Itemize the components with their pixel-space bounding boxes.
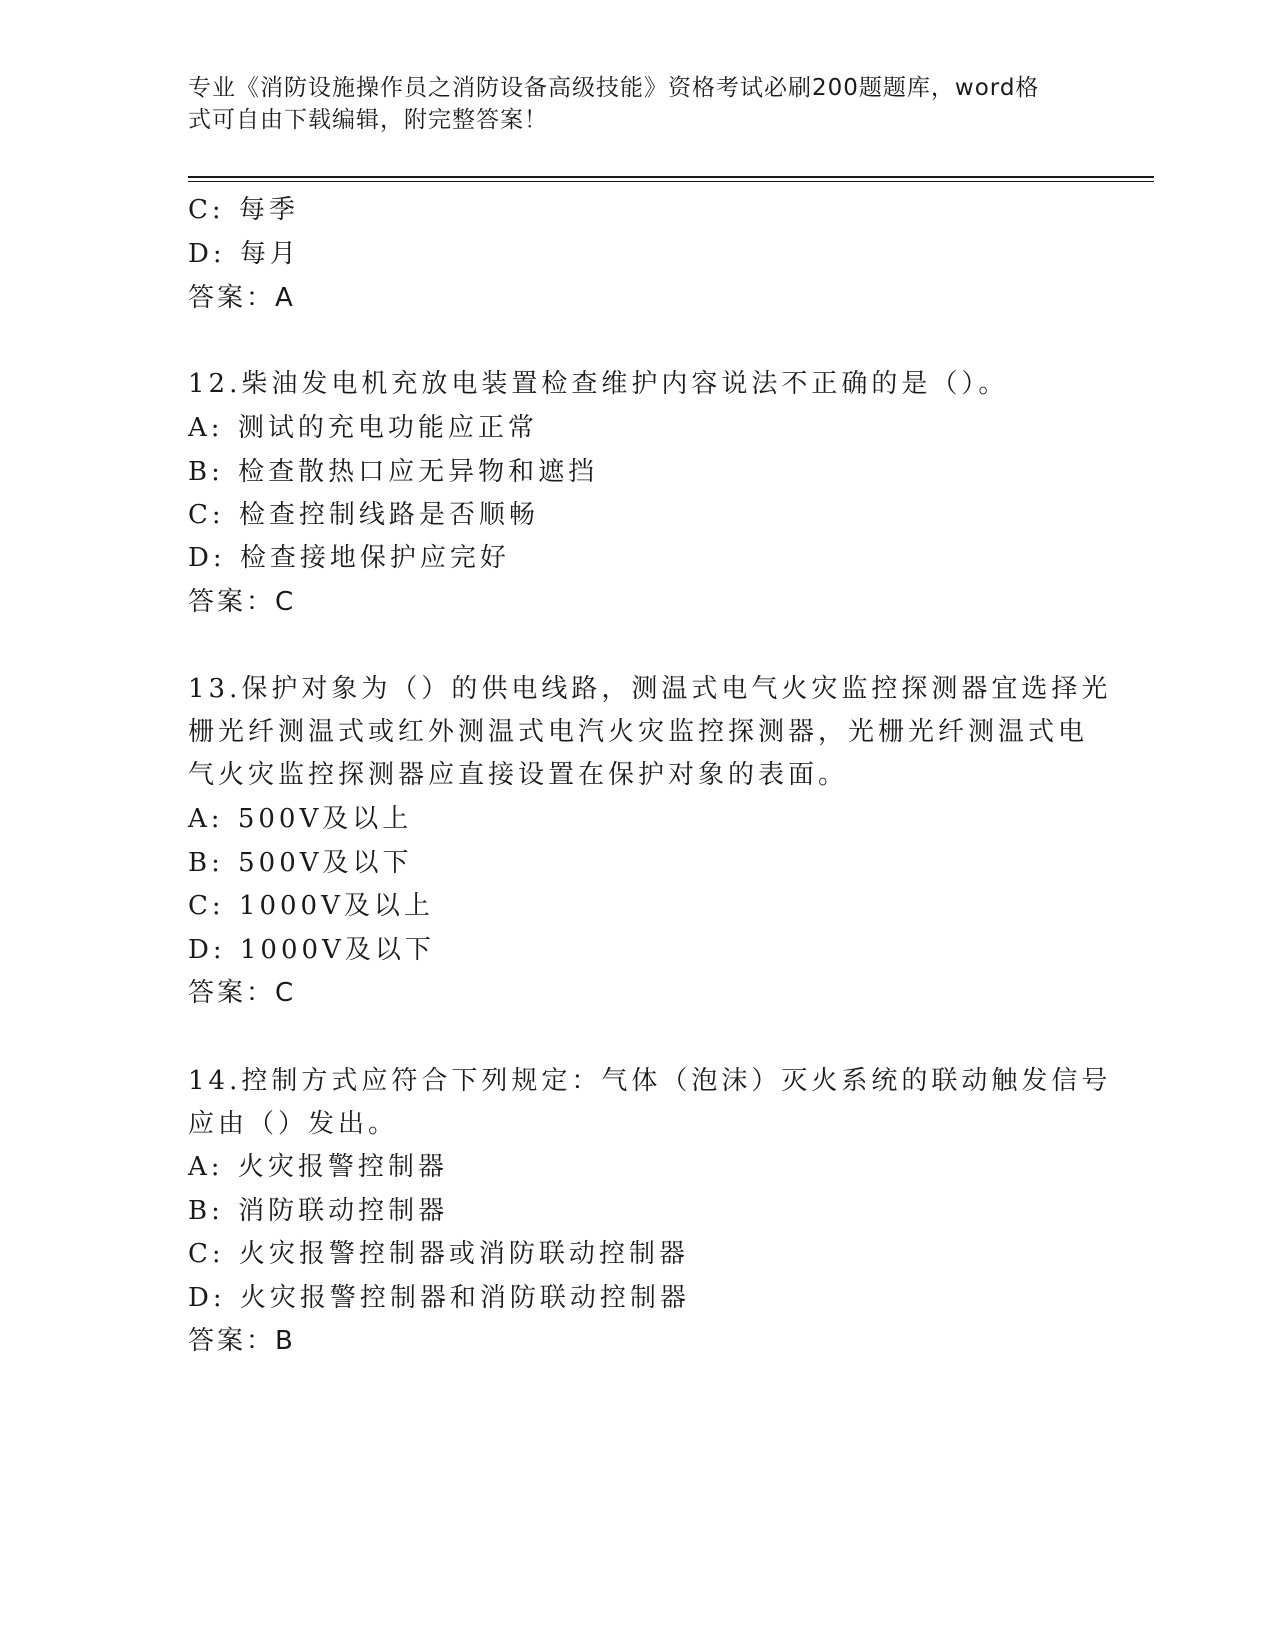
q13-option-a [188, 802, 1088, 836]
option-key: B: [188, 848, 224, 878]
q12-option-b [188, 455, 1088, 489]
option-key: D: [188, 1283, 226, 1313]
q14-stem-line-2: 应由（）发出。 [188, 1109, 399, 1139]
q12-option-a [188, 411, 1088, 445]
option-text: 火灾报警控制器和消防联动控制器 [239, 1283, 690, 1313]
option-text: 检查接地保护应完好 [239, 543, 510, 573]
option-key: C: [188, 891, 225, 921]
q14-option-d [188, 1281, 1088, 1315]
option-key: A: [188, 413, 224, 443]
q13-stem-line-1: 13.保护对象为（）的供电线路，测温式电气火灾监控探测器宜选择光 [188, 674, 1112, 704]
document-header [188, 72, 1068, 136]
q13-option-b [188, 846, 1088, 880]
option-text: 每季 [238, 195, 299, 225]
q13-option-d [188, 933, 1088, 967]
prev-option-c [188, 193, 1088, 227]
option-text: 检查散热口应无异物和遮挡 [238, 457, 599, 487]
option-text: 每月 [239, 239, 300, 269]
option-text: 消防联动控制器 [238, 1196, 449, 1226]
option-key: D: [188, 239, 226, 269]
option-key: C: [188, 500, 225, 530]
option-key: B: [188, 1196, 224, 1226]
header-rule-thin [188, 181, 1154, 182]
option-key: A: [188, 1152, 224, 1182]
option-text: 火灾报警控制器或消防联动控制器 [238, 1239, 689, 1269]
q13-option-c [188, 889, 1088, 923]
option-key: D: [188, 543, 226, 573]
q14-stem-line-1: 14.控制方式应符合下列规定：气体（泡沫）灭火系统的联动触发信号 [188, 1066, 1112, 1096]
option-text: 500V及以下 [238, 848, 413, 878]
option-text: 测试的充电功能应正常 [237, 413, 538, 443]
option-text: 1000V及以下 [239, 935, 435, 965]
option-text: 1000V及以上 [238, 891, 434, 921]
q13-stem-line-3: 气火灾监控探测器应直接设置在保护对象的表面。 [188, 760, 849, 790]
q13-answer: 答案：C [188, 978, 297, 1008]
option-text: 500V及以上 [237, 804, 413, 834]
option-text: 火灾报警控制器 [237, 1152, 448, 1182]
option-key: A: [188, 804, 224, 834]
q14-option-c [188, 1237, 1088, 1271]
option-key: C: [188, 195, 225, 225]
prev-answer: 答案：A [188, 283, 296, 313]
q12-answer: 答案：C [188, 587, 297, 617]
prev-option-d [188, 237, 1088, 271]
option-key: B: [188, 457, 224, 487]
q14-option-a [188, 1150, 1088, 1184]
header-line-1: 专业《消防设施操作员之消防设备高级技能》资格考试必刷200题题库，word格 [188, 75, 1040, 101]
option-key: D: [188, 935, 226, 965]
header-rule-thick [188, 176, 1154, 178]
q12-option-d [188, 541, 1088, 575]
q12-option-c [188, 498, 1088, 532]
option-text: 检查控制线路是否顺畅 [238, 500, 539, 530]
q14-answer: 答案：B [188, 1326, 296, 1356]
q14-option-b [188, 1194, 1088, 1228]
option-key: C: [188, 1239, 225, 1269]
q12-stem-line-1: 12.柴油发电机充放电装置检查维护内容说法不正确的是（）。 [188, 369, 1009, 399]
header-line-2: 式可自由下载编辑，附完整答案！ [188, 107, 548, 133]
q13-stem-line-2: 栅光纤测温式或红外测温式电汽火灾监控探测器，光栅光纤测温式电 [188, 717, 1089, 747]
